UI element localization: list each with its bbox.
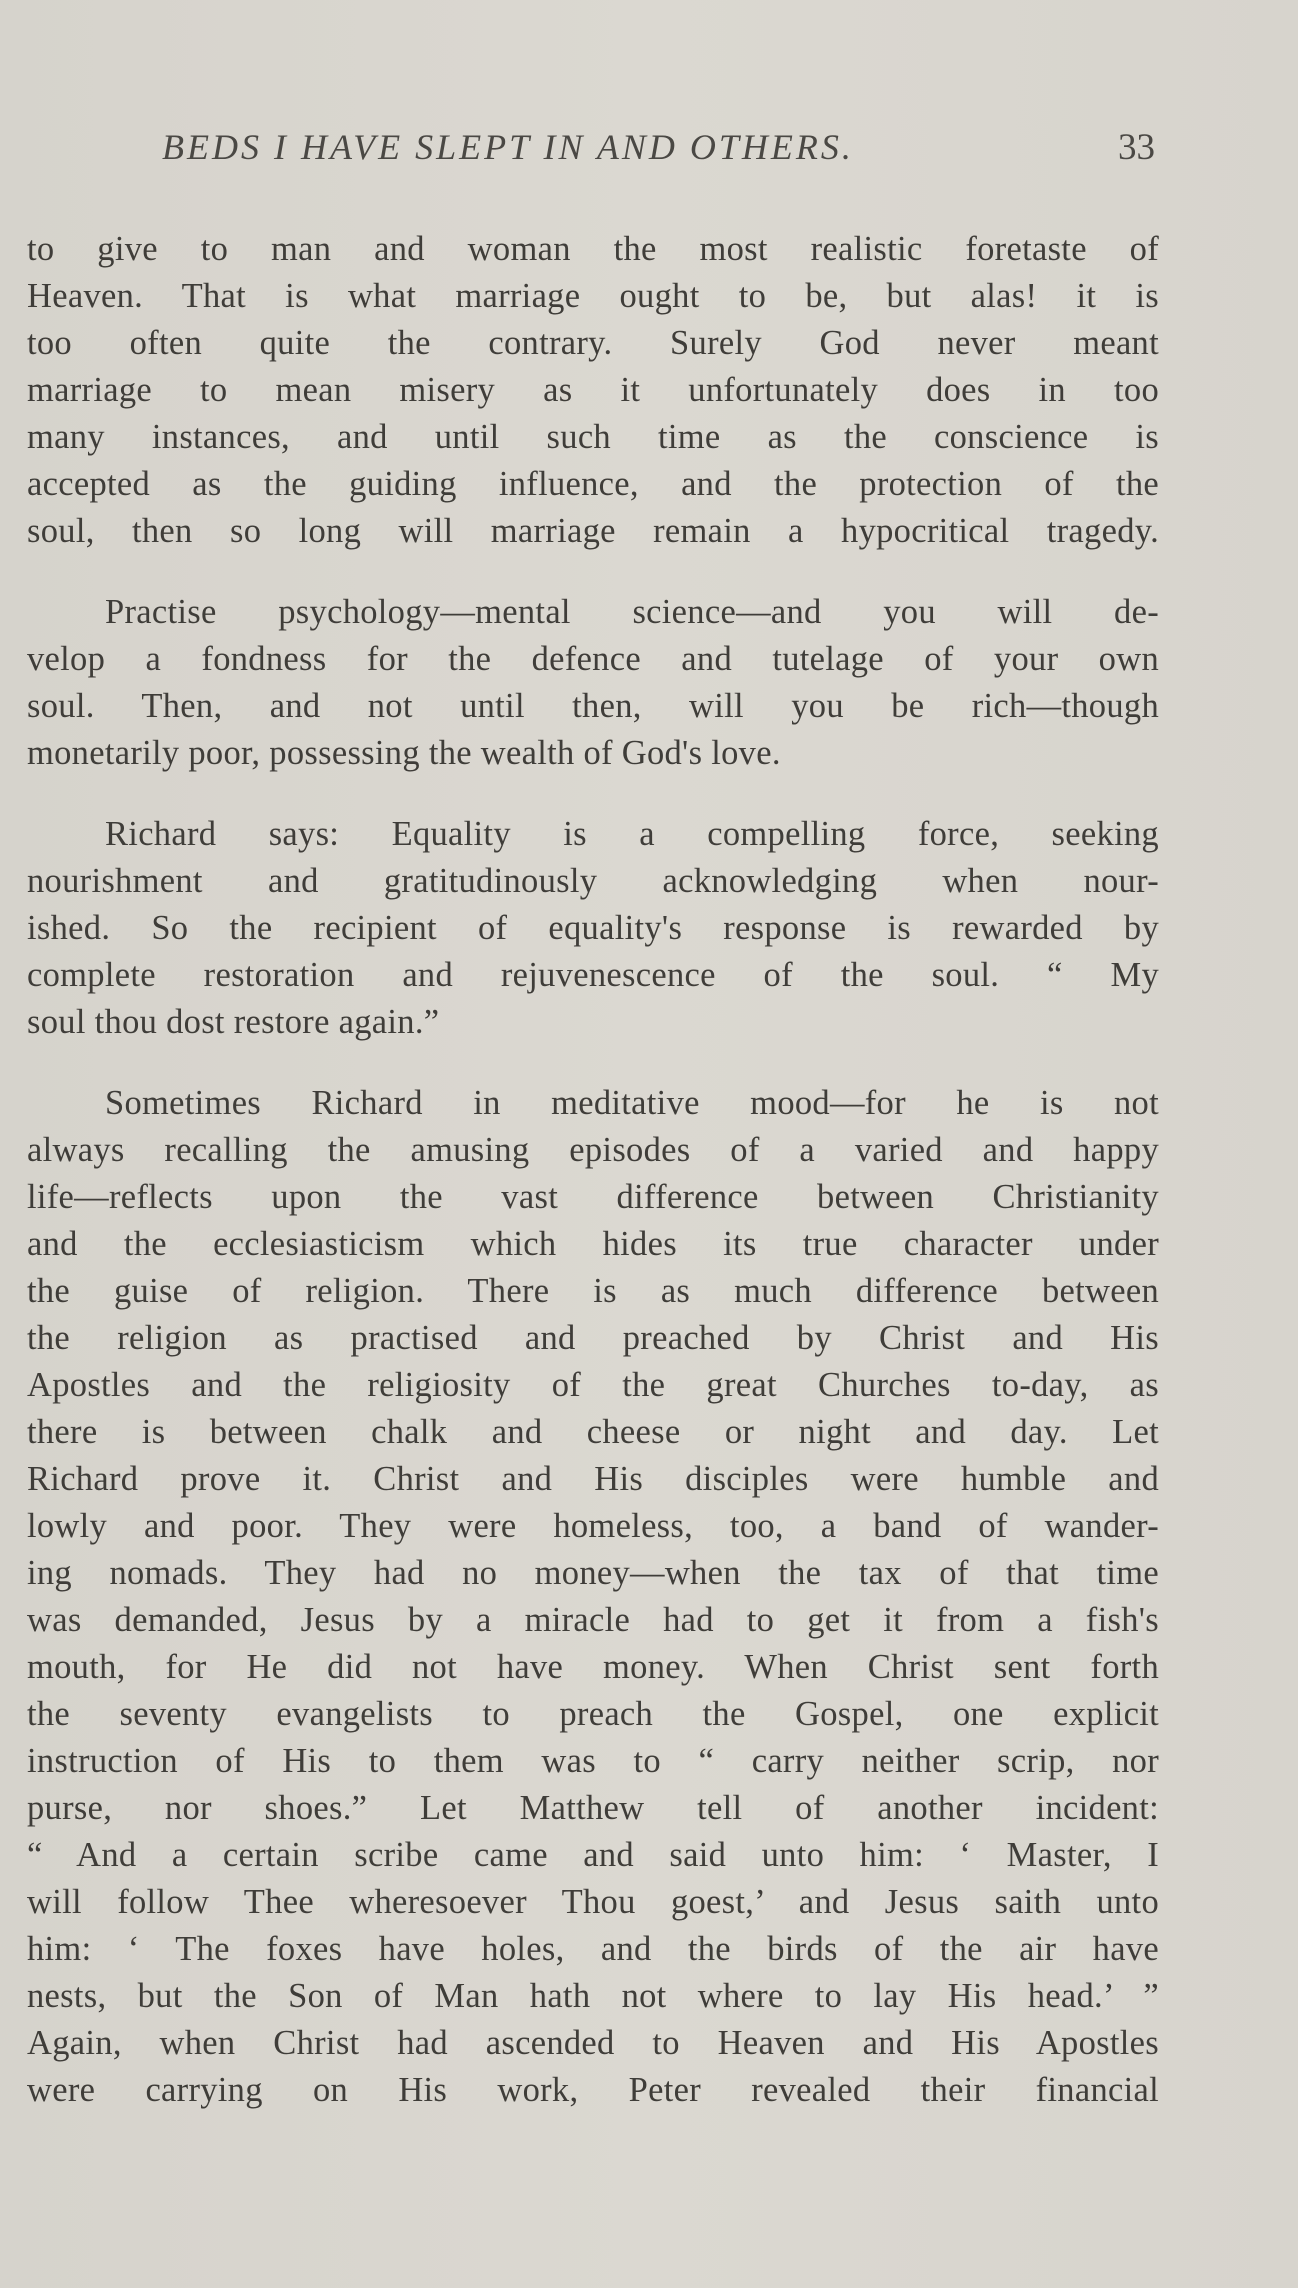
text-line: was demanded, Jesus by a miracle had to get it from a fish's xyxy=(27,1601,1159,1639)
text-line: Richard prove it. Christ and His disciples were humble and xyxy=(27,1460,1159,1498)
text-line: the seventy evangelists to preach the Gospel, one explicit xyxy=(27,1695,1159,1733)
body-text xyxy=(27,226,1159,2148)
text-line: nests, but the Son of Man hath not where to lay His head.’ ” xyxy=(27,1977,1159,2015)
page-number: 33 xyxy=(1118,127,1155,168)
text-line: soul thou dost restore again.” xyxy=(27,1003,440,1041)
paragraph-3 xyxy=(27,811,1159,1046)
text-line: instruction of His to them was to “ carry neither scrip, nor xyxy=(27,1742,1159,1780)
text-line: nourishment and gratitudinously acknowledging when nour- xyxy=(27,862,1159,900)
text-line: Sometimes Richard in meditative mood—for he is not xyxy=(105,1084,1159,1122)
text-line: soul, then so long will marriage remain a hypocritical tragedy. xyxy=(27,512,1159,550)
text-line: to give to man and woman the most realistic foretaste of xyxy=(27,230,1159,268)
text-line: ing nomads. They had no money—when the tax of that time xyxy=(27,1554,1159,1592)
text-line: velop a fondness for the defence and tutelage of your own xyxy=(27,640,1159,678)
text-line: Richard says: Equality is a compelling force, seeking xyxy=(105,815,1159,853)
running-title: BEDS I HAVE SLEPT IN AND OTHERS. xyxy=(162,127,854,167)
text-line: the religion as practised and preached by Christ and His xyxy=(27,1319,1159,1357)
text-line: Again, when Christ had ascended to Heaven and His Apostles xyxy=(27,2024,1159,2062)
text-line: too often quite the contrary. Surely God never meant xyxy=(27,324,1159,362)
text-line: and the ecclesiasticism which hides its true character under xyxy=(27,1225,1159,1263)
text-line: marriage to mean misery as it unfortunately does in too xyxy=(27,371,1159,409)
text-line: mouth, for He did not have money. When Christ sent forth xyxy=(27,1648,1159,1686)
text-line: were carrying on His work, Peter revealed their financial xyxy=(27,2071,1159,2109)
paragraph-1 xyxy=(27,226,1159,555)
text-line: soul. Then, and not until then, will you be rich—though xyxy=(27,687,1159,725)
text-line: ished. So the recipient of equality's response is rewarded by xyxy=(27,909,1159,947)
text-line: monetarily poor, possessing the wealth of God's love. xyxy=(27,734,781,772)
text-line: Apostles and the religiosity of the great Churches to-day, as xyxy=(27,1366,1159,1404)
paragraph-2 xyxy=(27,589,1159,777)
text-line: “ And a certain scribe came and said unto him: ‘ Master, I xyxy=(27,1836,1159,1874)
text-line: many instances, and until such time as the conscience is xyxy=(27,418,1159,456)
text-line: Heaven. That is what marriage ought to be, but alas! it is xyxy=(27,277,1159,315)
text-line: Practise psychology—mental science—and you will de- xyxy=(105,593,1159,631)
text-line: there is between chalk and cheese or night and day. Let xyxy=(27,1413,1159,1451)
text-line: life—reflects upon the vast difference between Christianity xyxy=(27,1178,1159,1216)
running-head xyxy=(0,126,1298,186)
text-line: always recalling the amusing episodes of a varied and happy xyxy=(27,1131,1159,1169)
text-line: the guise of religion. There is as much difference between xyxy=(27,1272,1159,1310)
text-line: purse, nor shoes.” Let Matthew tell of another incident: xyxy=(27,1789,1159,1827)
text-line: complete restoration and rejuvenescence of the soul. “ My xyxy=(27,956,1159,994)
text-line: him: ‘ The foxes have holes, and the birds of the air have xyxy=(27,1930,1159,1968)
text-line: accepted as the guiding influence, and the protection of the xyxy=(27,465,1159,503)
text-line: lowly and poor. They were homeless, too, a band of wander- xyxy=(27,1507,1159,1545)
paragraph-4 xyxy=(27,1080,1159,2114)
text-line: will follow Thee wheresoever Thou goest,’ and Jesus saith unto xyxy=(27,1883,1159,1921)
